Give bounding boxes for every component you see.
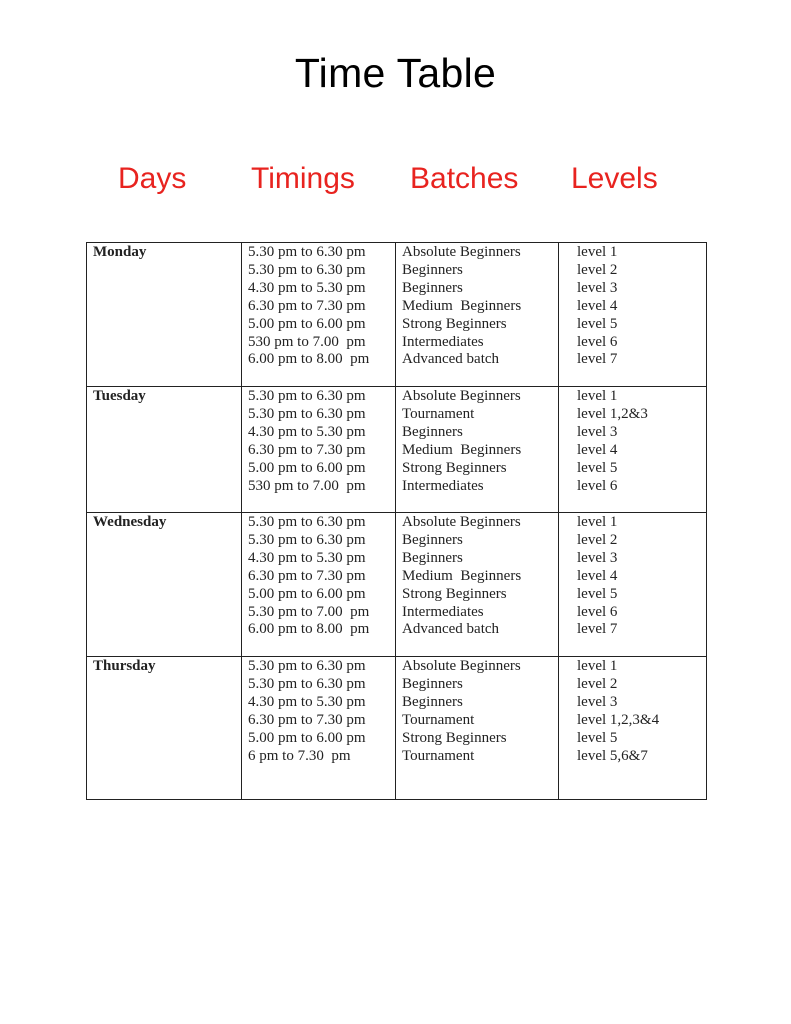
timing-line: 6.00 pm to 8.00 pm (248, 351, 370, 368)
batch-line: Beginners (402, 279, 463, 296)
table-row (87, 513, 707, 657)
timing-cell (242, 513, 396, 657)
timing-line: 5.30 pm to 6.30 pm (248, 514, 366, 530)
batch-line: Strong Beginners (402, 585, 507, 602)
timing-line: 4.30 pm to 5.30 pm (248, 423, 366, 440)
timing-cell (242, 387, 396, 513)
level-line: level 5 (577, 459, 618, 476)
batch-line: Strong Beginners (402, 315, 507, 332)
level-line: level 6 (577, 603, 618, 620)
timing-line: 5.00 pm to 6.00 pm (248, 585, 366, 602)
batch-line: Intermediates (402, 477, 484, 494)
timing-line: 6.30 pm to 7.30 pm (248, 441, 366, 458)
level-line: level 5,6&7 (577, 747, 648, 764)
day-cell (87, 243, 242, 387)
day-label: Tuesday (93, 388, 146, 404)
level-cell (559, 657, 707, 800)
page-title: Time Table (294, 50, 497, 96)
batch-line: Medium Beginners (402, 567, 522, 584)
level-line: level 1 (577, 514, 618, 530)
day-label: Thursday (93, 658, 156, 674)
day-cell (87, 657, 242, 800)
level-cell (559, 243, 707, 387)
batch-cell (396, 387, 559, 513)
timing-line: 6 pm to 7.30 pm (248, 747, 351, 764)
header-timings: Timings (251, 162, 355, 195)
timing-line: 6.30 pm to 7.30 pm (248, 297, 366, 314)
level-line: level 3 (577, 279, 618, 296)
batch-line: Beginners (402, 423, 463, 440)
level-line: level 3 (577, 423, 618, 440)
timetable (86, 242, 707, 800)
header-days: Days (118, 162, 187, 195)
level-line: level 4 (577, 441, 618, 458)
header-batches: Batches (410, 162, 519, 195)
timing-line: 530 pm to 7.00 pm (248, 333, 366, 350)
level-cell (559, 513, 707, 657)
day-label: Monday (93, 244, 147, 260)
level-line: level 3 (577, 693, 618, 710)
level-line: level 2 (577, 531, 618, 548)
batch-line: Strong Beginners (402, 729, 507, 746)
batch-line: Strong Beginners (402, 459, 507, 476)
level-line: level 5 (577, 585, 618, 602)
batch-line: Advanced batch (402, 351, 500, 368)
header-levels: Levels (571, 162, 658, 195)
level-line: level 1,2&3 (577, 405, 648, 422)
batch-line: Beginners (402, 549, 463, 566)
timing-line: 6.30 pm to 7.30 pm (248, 567, 366, 584)
batch-line: Beginners (402, 693, 463, 710)
timing-line: 5.30 pm to 6.30 pm (248, 531, 366, 548)
day-cell (87, 387, 242, 513)
batch-line: Tournament (402, 405, 475, 422)
level-line: level 6 (577, 333, 618, 350)
batch-line: Beginners (402, 531, 463, 548)
timing-cell (242, 243, 396, 387)
table-row (87, 243, 707, 387)
timing-line: 6.00 pm to 8.00 pm (248, 621, 370, 638)
batch-line: Tournament (402, 711, 475, 728)
timing-line: 5.30 pm to 6.30 pm (248, 244, 366, 260)
batch-line: Absolute Beginners (402, 658, 521, 674)
batch-line: Medium Beginners (402, 441, 522, 458)
batch-line: Beginners (402, 261, 463, 278)
column-headers (0, 162, 791, 202)
batch-cell (396, 657, 559, 800)
batch-line: Intermediates (402, 603, 484, 620)
batch-cell (396, 243, 559, 387)
batch-line: Medium Beginners (402, 297, 522, 314)
level-line: level 4 (577, 567, 618, 584)
level-line: level 5 (577, 315, 618, 332)
level-line: level 4 (577, 297, 618, 314)
timing-line: 5.30 pm to 6.30 pm (248, 675, 366, 692)
level-line: level 1,2,3&4 (577, 711, 660, 728)
level-line: level 3 (577, 549, 618, 566)
batch-line: Absolute Beginners (402, 244, 521, 260)
timing-line: 4.30 pm to 5.30 pm (248, 549, 366, 566)
level-line: level 1 (577, 388, 618, 404)
level-line: level 5 (577, 729, 618, 746)
level-line: level 7 (577, 351, 618, 368)
timing-line: 4.30 pm to 5.30 pm (248, 279, 366, 296)
level-line: level 7 (577, 621, 618, 638)
timing-line: 5.30 pm to 6.30 pm (248, 261, 366, 278)
level-line: level 1 (577, 244, 618, 260)
timing-cell (242, 657, 396, 800)
batch-line: Absolute Beginners (402, 514, 521, 530)
timing-line: 5.00 pm to 6.00 pm (248, 315, 366, 332)
timing-line: 5.30 pm to 6.30 pm (248, 388, 366, 404)
timing-line: 6.30 pm to 7.30 pm (248, 711, 366, 728)
level-line: level 2 (577, 675, 618, 692)
level-line: level 2 (577, 261, 618, 278)
level-line: level 6 (577, 477, 618, 494)
batch-line: Absolute Beginners (402, 388, 521, 404)
timing-line: 530 pm to 7.00 pm (248, 477, 366, 494)
timing-line: 4.30 pm to 5.30 pm (248, 693, 366, 710)
timing-line: 5.30 pm to 6.30 pm (248, 658, 366, 674)
timing-line: 5.00 pm to 6.00 pm (248, 729, 366, 746)
day-cell (87, 513, 242, 657)
timing-line: 5.30 pm to 7.00 pm (248, 603, 370, 620)
level-line: level 1 (577, 658, 618, 674)
batch-line: Intermediates (402, 333, 484, 350)
table-row (87, 387, 707, 513)
batch-line: Advanced batch (402, 621, 500, 638)
timing-line: 5.00 pm to 6.00 pm (248, 459, 366, 476)
table-row (87, 657, 707, 800)
batch-line: Tournament (402, 747, 475, 764)
batch-cell (396, 513, 559, 657)
batch-line: Beginners (402, 675, 463, 692)
level-cell (559, 387, 707, 513)
timing-line: 5.30 pm to 6.30 pm (248, 405, 366, 422)
day-label: Wednesday (93, 514, 167, 530)
